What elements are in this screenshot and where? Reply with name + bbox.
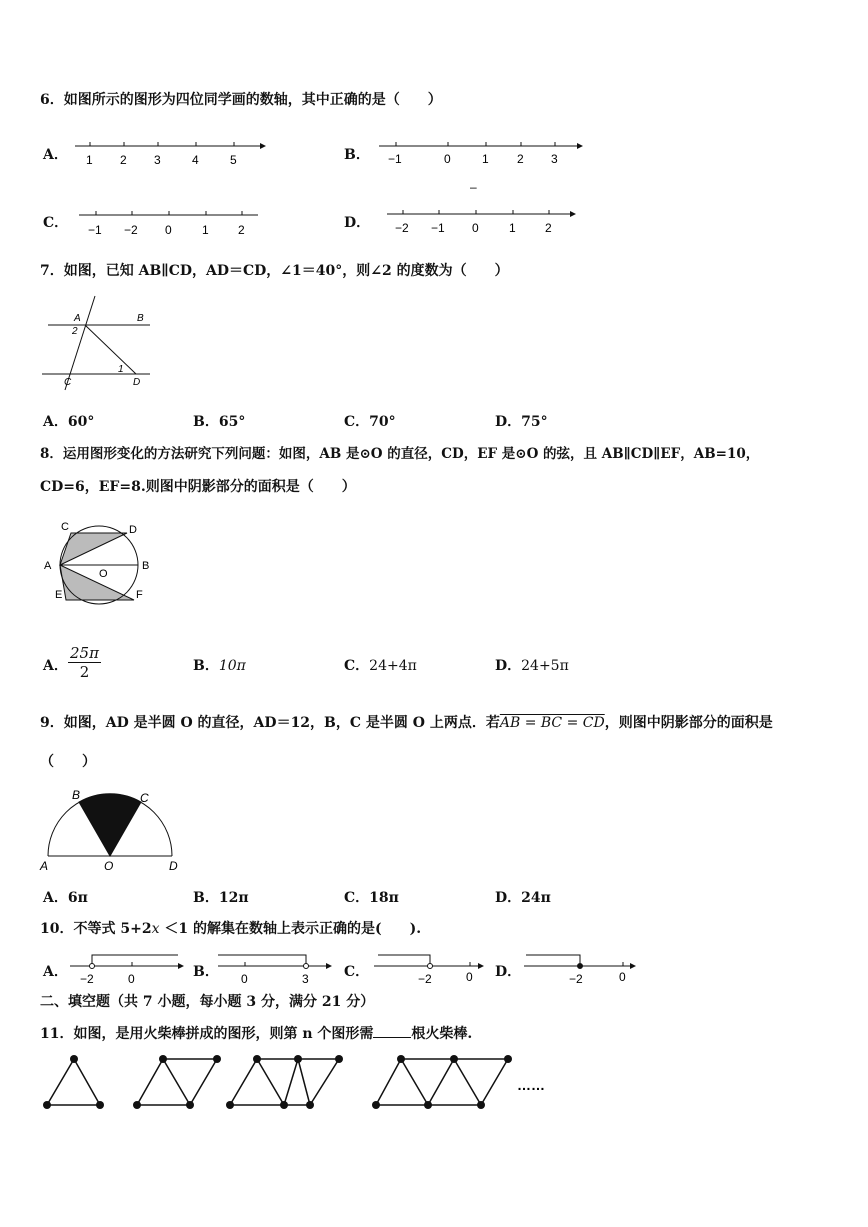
q10-number-line-c [370, 952, 494, 988]
q8-label-c: C [61, 521, 69, 533]
q10-option-d-label[interactable]: D． [495, 964, 522, 980]
q8-stem-line1: 8．运用图形变化的方法研究下列问题：如图，AB 是⊙O 的直径，CD，EF 是⊙O 的弦，且 AB∥CD∥EF，AB=10， [40, 446, 760, 462]
q8-label-f: F [136, 589, 143, 601]
q7-label-1: 1 [118, 364, 124, 375]
q7-option-a[interactable] [43, 411, 94, 431]
q7-label-a: A [74, 313, 81, 324]
q6d-tick-4: 1 [509, 221, 516, 235]
q10-option-a-label[interactable]: A． [43, 964, 68, 980]
q6-option-a-label[interactable]: A． [43, 147, 68, 163]
q7-option-b-value: 65° [218, 414, 246, 430]
q8-option-d[interactable] [495, 655, 569, 675]
q9-option-d-value: 24π [521, 890, 551, 906]
q7-option-c-value: 70° [369, 414, 396, 430]
q10-var: x [151, 921, 160, 937]
q9-stem-line1 [40, 714, 773, 732]
q8-label-e: E [55, 589, 63, 601]
q6a-tick-4: 4 [192, 153, 199, 167]
q7-option-d-letter: D． [495, 414, 522, 430]
q6b-tick-0: 0 [444, 152, 451, 166]
q9-label-o: O [104, 859, 114, 873]
q9-option-d[interactable] [495, 887, 551, 907]
q10c-tick-m2: −2 [418, 972, 432, 986]
q9-option-b-letter: B． [193, 890, 219, 906]
q9-option-a-value: 6π [67, 890, 88, 906]
q8-option-c[interactable] [344, 655, 417, 675]
section2-title: 二、填空题（共 7 小题，每小题 3 分，满分 21 分） [40, 994, 375, 1010]
q11-matchstick-figures [40, 1052, 560, 1116]
q8-figure [40, 516, 160, 616]
q9-figure [38, 786, 188, 876]
q9-stem-line2: （ ） [40, 754, 96, 770]
q7-option-c-letter: C． [344, 414, 370, 430]
q6c-tick-3: 0 [165, 223, 172, 237]
q7-figure [38, 294, 158, 394]
q10b-tick-3: 3 [302, 972, 309, 986]
q11-answer-blank[interactable] [373, 1023, 411, 1038]
q6-stem: 6．如图所示的图形为四位同学画的数轴，其中正确的是（ ） [40, 92, 442, 108]
q10-option-b-label[interactable]: B． [193, 964, 219, 980]
q10d-tick-m2: −2 [569, 972, 583, 986]
q10a-tick-m2: −2 [80, 972, 94, 986]
q6a-tick-2: 2 [120, 153, 127, 167]
q9-option-a[interactable] [43, 887, 88, 907]
q10-stem-pre: 10．不等式 5+2 [40, 921, 152, 937]
q8-label-o: O [99, 568, 108, 580]
q8-option-a-denominator: 2 [79, 663, 90, 681]
q9-option-a-letter: A． [43, 890, 68, 906]
q8-option-a-label[interactable]: A． [43, 658, 68, 674]
q7-label-d: D [133, 377, 141, 388]
q7-option-b[interactable] [193, 411, 245, 431]
q9-label-a: A [40, 859, 49, 873]
q9-stem-pre: 9．如图，AD 是半圆 O 的直径，AD＝12，B，C 是半圆 O 上两点．若 [40, 715, 500, 731]
q7-option-a-letter: A． [43, 414, 68, 430]
q8-option-d-letter: D． [495, 658, 522, 674]
q6-option-d-label[interactable]: D． [344, 215, 371, 231]
q7-stem: 7．如图，已知 AB∥CD，AD＝CD，∠1＝40°，则∠2 的度数为（ ） [40, 263, 509, 279]
q7-option-c[interactable] [344, 411, 396, 431]
q6c-tick-1: −1 [88, 223, 102, 237]
q10-number-line-b [214, 952, 338, 988]
q10-number-line-a [66, 952, 190, 988]
q8-option-b-letter: B． [193, 658, 219, 674]
q8-option-d-value: 24+5π [521, 658, 569, 674]
q11-stem-post: 根火柴棒. [411, 1026, 473, 1042]
q6b-tick-3: 3 [551, 152, 558, 166]
q6c-tick-5: 2 [238, 223, 245, 237]
q6d-tick-1: −2 [395, 221, 409, 235]
q7-option-a-value: 60° [67, 414, 95, 430]
q9-option-c[interactable] [344, 887, 399, 907]
q8-label-d: D [129, 524, 137, 536]
q7-label-b: B [137, 313, 144, 324]
q6-number-line-a [70, 136, 270, 170]
q10b-tick-0: 0 [241, 972, 248, 986]
q8-stem-line2: CD=6，EF=8.则图中阴影部分的面积是（ ） [40, 479, 356, 495]
q8-option-c-value: 24+4π [369, 658, 417, 674]
q9-option-c-letter: C． [344, 890, 370, 906]
q10-stem [40, 920, 421, 938]
q6a-tick-5: 5 [230, 153, 237, 167]
q6-option-b-label[interactable]: B． [344, 147, 370, 163]
q6b-tick-1: 1 [482, 152, 489, 166]
q10a-tick-0: 0 [128, 972, 135, 986]
q8-option-a-fraction [68, 644, 101, 681]
q6d-tick-5: 2 [545, 221, 552, 235]
q7-label-2: 2 [72, 326, 78, 337]
q11-stem-pre: 11．如图，是用火柴棒拼成的图形，则第 n 个图形需 [40, 1026, 374, 1042]
q6a-tick-1: 1 [86, 153, 93, 167]
q7-label-c: C [64, 377, 72, 388]
q8-option-b-value: 10π [218, 658, 246, 674]
q8-option-a-numerator: 25π [70, 644, 99, 662]
q10-stem-post: ＜1 的解集在数轴上表示正确的是( ). [159, 921, 422, 937]
q10d-tick-0: 0 [619, 970, 626, 984]
q7-option-d[interactable] [495, 411, 548, 431]
q6d-tick-3: 0 [472, 221, 479, 235]
q6c-tick-4: 1 [202, 223, 209, 237]
q11-ellipsis: …… [517, 1077, 545, 1093]
q7-option-b-letter: B． [193, 414, 219, 430]
q10-option-c-label[interactable]: C． [344, 964, 370, 980]
q8-option-c-letter: C． [344, 658, 370, 674]
q9-label-c: C [140, 791, 149, 805]
q6b-tick-2: 2 [517, 152, 524, 166]
q6c-tick-2: −2 [124, 223, 138, 237]
q6b-tick-m1: −1 [388, 152, 402, 166]
q9-label-b: B [72, 788, 81, 802]
q7-option-d-value: 75° [521, 414, 548, 430]
q8-label-b: B [142, 560, 150, 572]
q6-number-line-c [74, 205, 274, 239]
q9-arc-equation: AB = BC = CD [499, 715, 605, 731]
q8-option-b[interactable] [193, 655, 246, 675]
q9-option-b[interactable] [193, 887, 249, 907]
q11-stem [40, 1023, 472, 1043]
q10-number-line-d [520, 952, 644, 988]
q6-number-line-b [374, 136, 594, 196]
q9-stem-post: ，则图中阴影部分的面积是 [604, 715, 773, 731]
q9-label-d: D [169, 859, 178, 873]
q9-option-d-letter: D． [495, 890, 522, 906]
q6-number-line-d [382, 204, 592, 238]
q8-label-a: A [44, 560, 52, 572]
q6-option-c-label[interactable]: C． [43, 215, 69, 231]
q6d-tick-2: −1 [431, 221, 445, 235]
q9-option-c-value: 18π [369, 890, 399, 906]
q10c-tick-0: 0 [466, 970, 473, 984]
q6b-mark: – [470, 180, 477, 194]
q6a-tick-3: 3 [154, 153, 161, 167]
q9-option-b-value: 12π [218, 890, 249, 906]
